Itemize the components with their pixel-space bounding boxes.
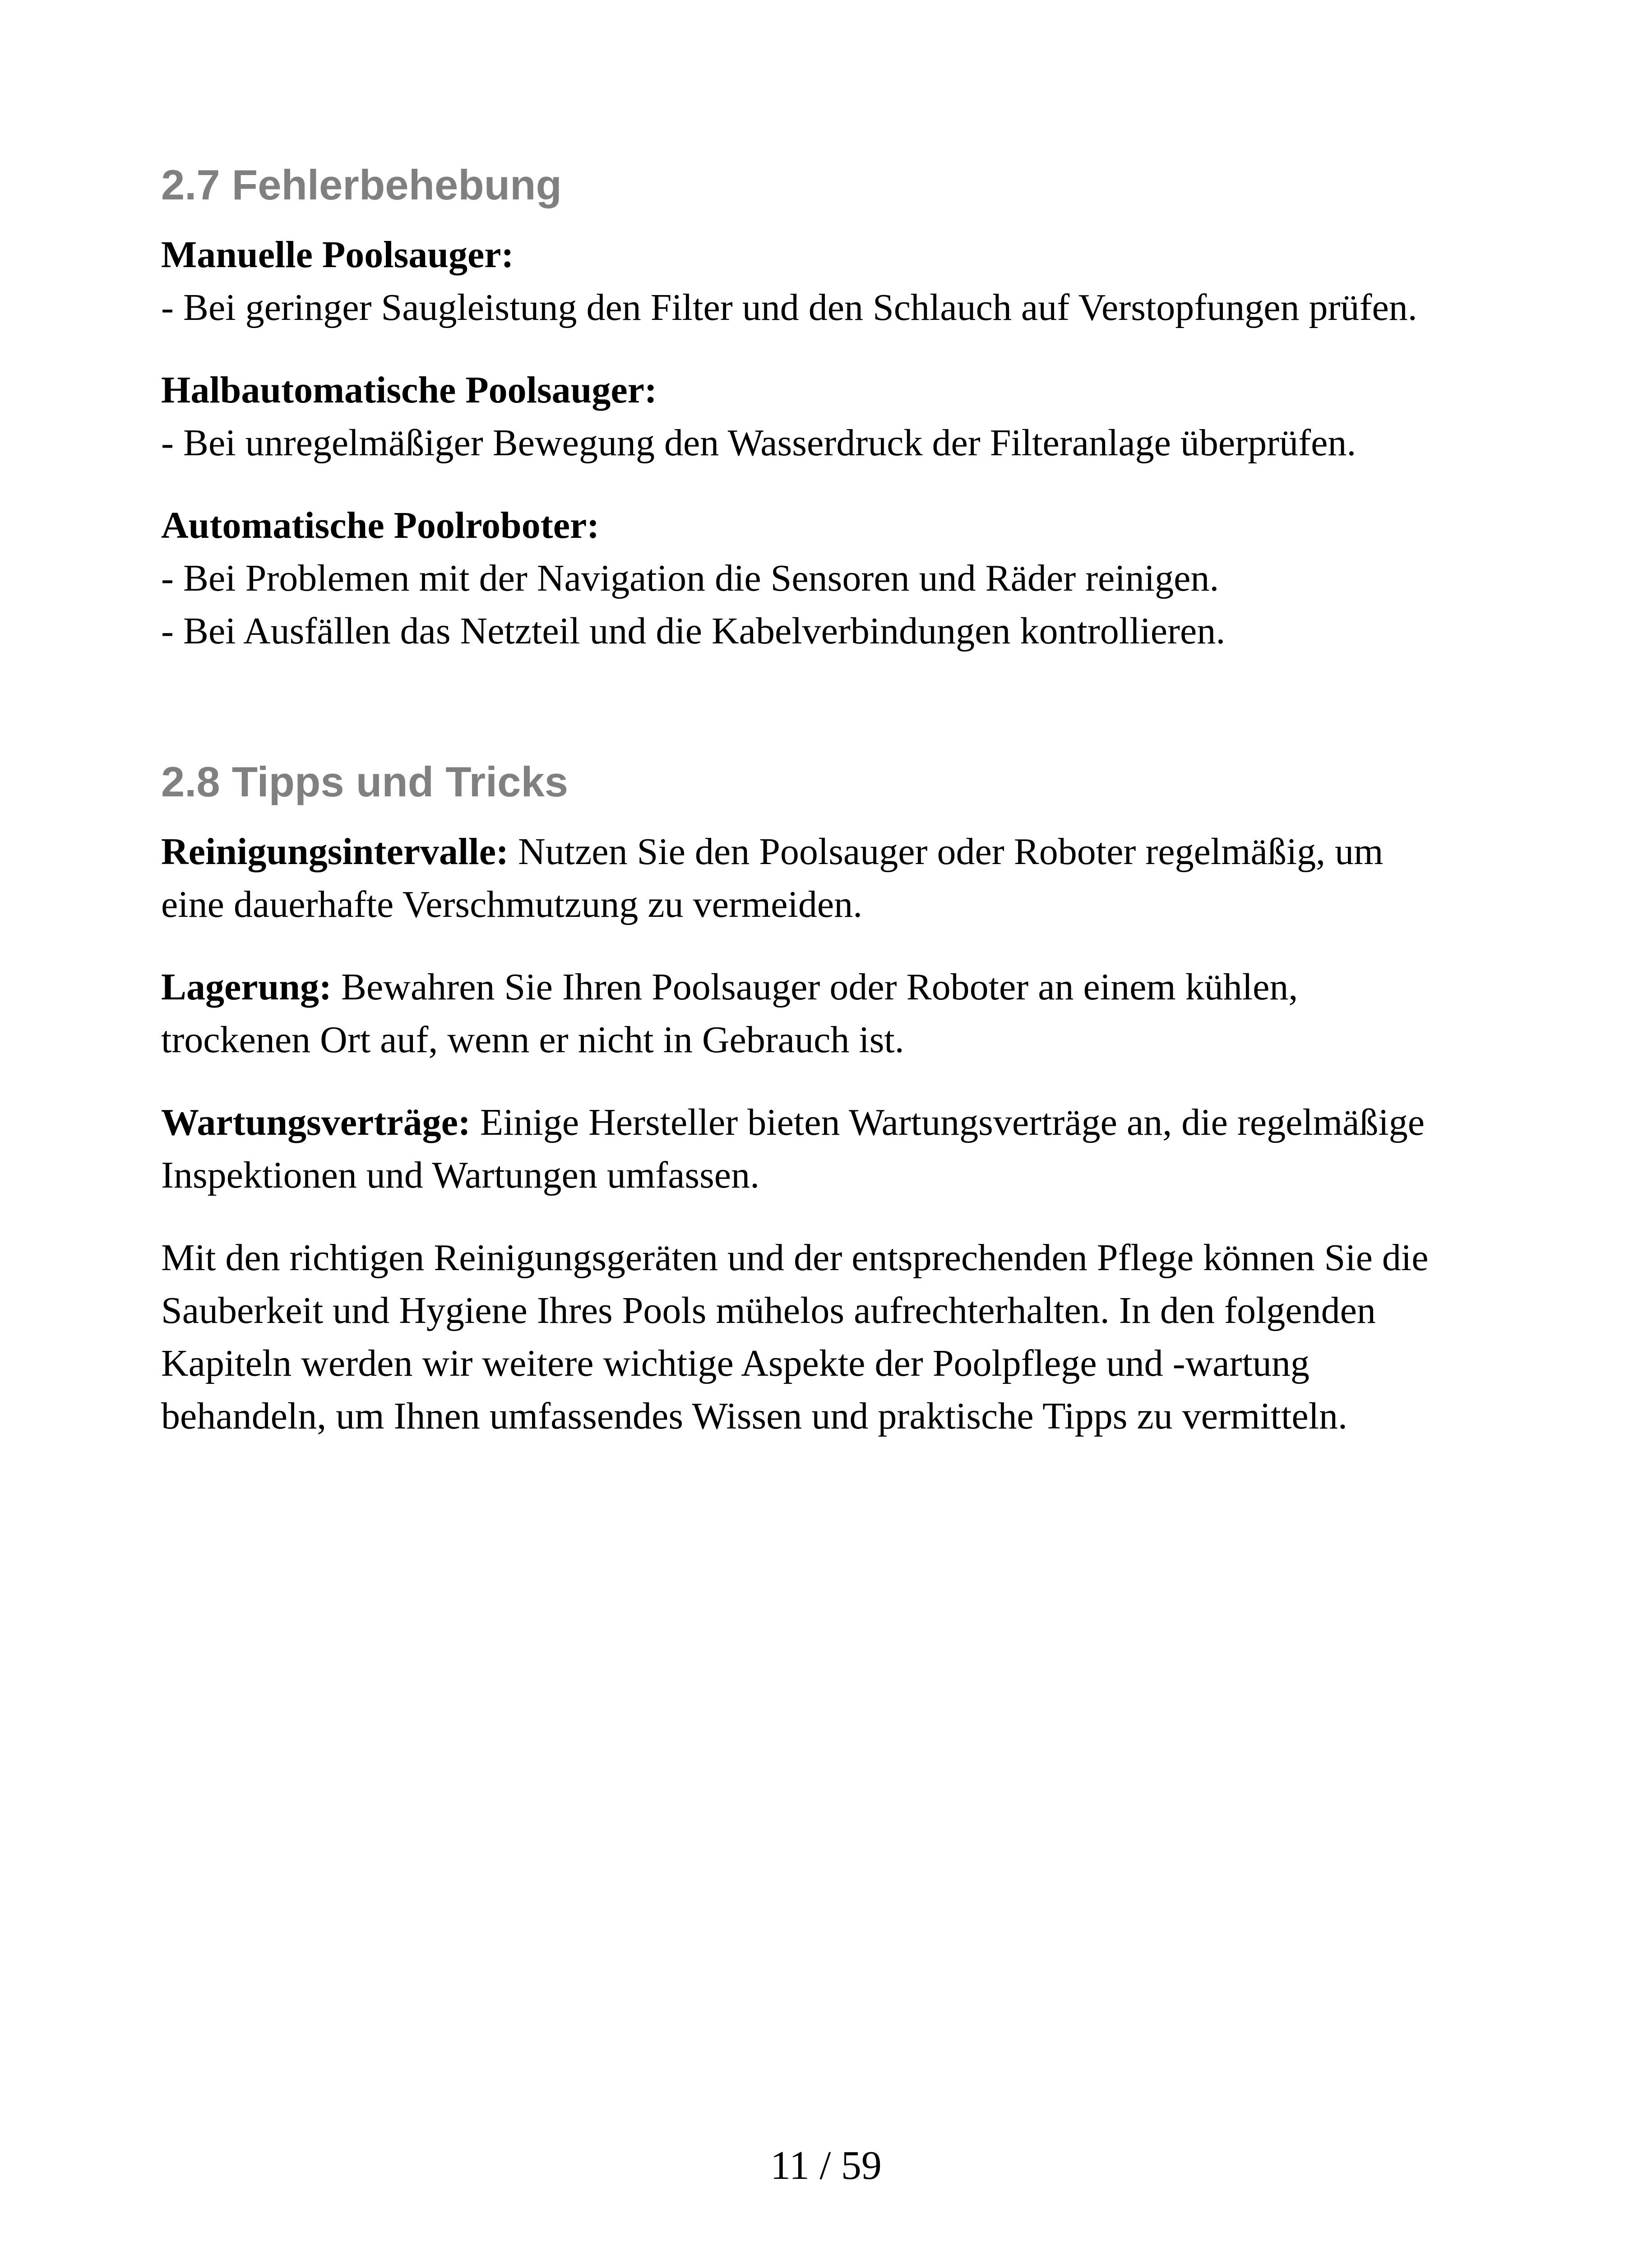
- maintenance-contracts-text: Einige Hersteller bieten Wartungsverträge an, die regelmäßige: [480, 1101, 1425, 1143]
- troubleshooting-semi-auto-vacuums: [161, 364, 1515, 469]
- section-heading-troubleshooting: 2.7 Fehlerbehebung: [161, 161, 562, 208]
- maintenance-contracts-text-cont: Inspektionen und Wartungen umfassen.: [161, 1154, 760, 1196]
- page-number: 11 / 59: [770, 2143, 882, 2188]
- semi-auto-vacuums-label: Halbautomatische Poolsauger:: [161, 369, 657, 411]
- closing-line: Kapiteln werden wir weitere wichtige Aspekte der Poolpflege und -wartung: [161, 1342, 1310, 1384]
- manual-vacuums-label: Manuelle Poolsauger:: [161, 234, 514, 276]
- manual-vacuums-item: - Bei geringer Saugleistung den Filter und den Schlauch auf Verstopfungen prüfen.: [161, 287, 1417, 328]
- auto-robots-item: - Bei Ausfällen das Netzteil und die Kabelverbindungen kontrollieren.: [161, 610, 1226, 652]
- page-content: [161, 158, 1515, 1442]
- auto-robots-item: - Bei Problemen mit der Navigation die Sensoren und Räder reinigen.: [161, 557, 1219, 599]
- closing-line: Sauberkeit und Hygiene Ihres Pools mühelos aufrechterhalten. In den folgenden: [161, 1290, 1376, 1331]
- maintenance-contracts-label: Wartungsverträge:: [161, 1101, 471, 1143]
- storage-text: Bewahren Sie Ihren Poolsauger oder Roboter an einem kühlen,: [341, 966, 1298, 1008]
- cleaning-intervals-text: Nutzen Sie den Poolsauger oder Roboter regelmäßig, um: [518, 831, 1384, 873]
- closing-line: Mit den richtigen Reinigungsgeräten und der entsprechenden Pflege können Sie die: [161, 1237, 1429, 1279]
- cleaning-intervals-text-cont: eine dauerhafte Verschmutzung zu vermeiden.: [161, 883, 863, 925]
- cleaning-intervals-label: Reinigungsintervalle:: [161, 831, 509, 873]
- tip-maintenance-contracts: [161, 1096, 1515, 1202]
- tip-cleaning-intervals: [161, 825, 1515, 931]
- auto-robots-label: Automatische Poolroboter:: [161, 504, 600, 546]
- storage-label: Lagerung:: [161, 966, 332, 1008]
- storage-text-cont: trockenen Ort auf, wenn er nicht in Gebrauch ist.: [161, 1019, 904, 1061]
- closing-paragraph: [161, 1231, 1515, 1442]
- troubleshooting-auto-robots: [161, 499, 1515, 657]
- troubleshooting-manual-vacuums: [161, 228, 1515, 334]
- section-heading-tips: 2.8 Tipps und Tricks: [161, 758, 568, 805]
- semi-auto-vacuums-item: - Bei unregelmäßiger Bewegung den Wasserdruck der Filteranlage überprüfen.: [161, 422, 1356, 464]
- closing-line: behandeln, um Ihnen umfassendes Wissen und praktische Tipps zu vermitteln.: [161, 1395, 1347, 1437]
- tip-storage: [161, 961, 1515, 1066]
